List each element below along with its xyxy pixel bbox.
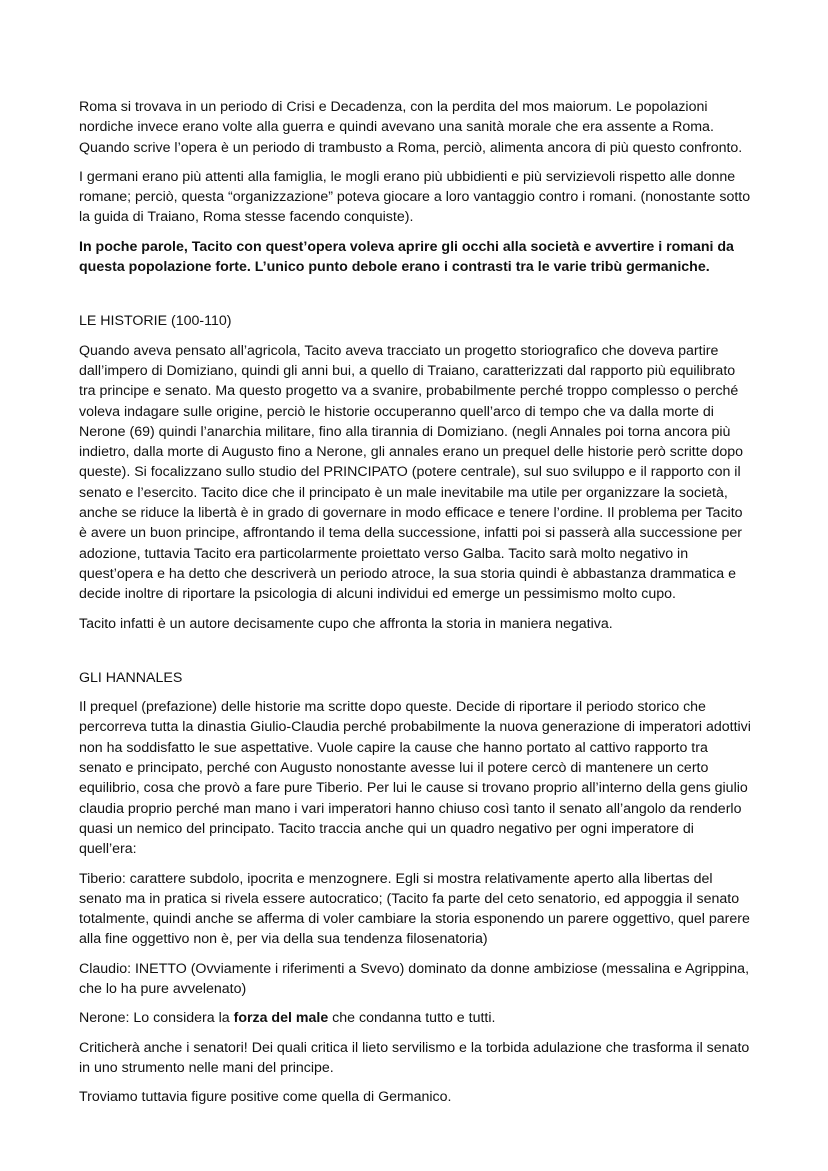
historie-paragraph-1: Quando aveva pensato all’agricola, Tacito aveva tracciato un progetto storiografico che doveva partire dall’impero di Domiziano, quindi gli anni bui, a quello di Traiano, caratterizzati dal rapporto più equilibrato tra principe e senato. Ma questo progetto va a svanire, probabilmente perché troppo complesso o perché voleva indagare sulle origine, perciò le historie occuperanno quell’arco di tempo che va dalla morte di Nerone (69) quindi l’anarchia militare, fino alla tirannia di Domiziano. (negli Annales poi torna ancora più indietro, dalla morte di Augusto fino a Nerone, gli annales erano un prequel delle historie però scritte dopo queste). Si focalizzano sullo studio del PRINCIPATO (potere centrale), sul suo sviluppo e il rapporto con il senato e l’esercito. Tacito dice che il principato è un male inevitabile ma utile per organizzare la società, anche se riduce la libertà è in grado di governare in modo efficace e tenere l’ordine. Il problema per Tacito è avere un buon principe, affrontando il tema della successione, infatti poi si passerà alla successione per adozione, tuttavia Tacito era particolarmente proiettato verso Galba. Tacito sarà molto negativo in quest’opera e ha detto che descriverà un periodo atroce, la sua storia quindi è abbastanza drammatica e decide inoltre di riportare la psicologia di alcuni individui ed emerge un pessimismo molto cupo. [79, 342, 744, 603]
nerone-paragraph [79, 1008, 751, 1028]
historie-paragraph-2: Tacito infatti è un autore decisamente cupo che affronta la storia in maniera negativa. [79, 615, 613, 632]
nerone-text-start: Nerone: Lo considera la [79, 1010, 234, 1027]
intro-paragraph-1: Roma si trovava in un periodo di Crisi e Decadenza, con la perdita del mos maiorum. Le popolazioni nordiche invece erano volte alla guerra e quindi avevano una sanità morale che era assente a Roma. Quando scrive l’opera è un periodo di trambusto a Roma, perciò, alimenta ancora di più questo confronto. [79, 99, 743, 156]
document-page [79, 97, 751, 1116]
claudio-paragraph: Claudio: INETTO (Ovviamente i riferimenti a Svevo) dominato da donne ambiziose (messalina e Agrippina, che lo ha pure avvelenato) [79, 960, 750, 997]
germanico-paragraph: Troviamo tuttavia figure positive come quella di Germanico. [79, 1089, 452, 1106]
annales-heading: GLI HANNALES [79, 669, 183, 686]
senatori-paragraph: Criticherà anche i senatori! Dei quali critica il lieto servilismo e la torbida adulazione che trasforma il senato in uno strumento nelle mani del principe. [79, 1039, 750, 1076]
intro-paragraph-2: I germani erano più attenti alla famiglia, le mogli erano più ubbidienti e più servizievoli rispetto alle donne romane; perciò, questa “organizzazione” poteva giocare a loro vantaggio contro i romani. (nonostante sotto la guida di Traiano, Roma stesse facendo conquiste). [79, 168, 751, 226]
tiberio-paragraph: Tiberio: carattere subdolo, ipocrita e menzognere. Egli si mostra relativamente aperto alla libertas del senato ma in pratica si rivela essere autocratico; (Tacito fa parte del ceto senatorio, ed appoggia il senato totalmente, quindi anche se afferma di voler cambiare la storia esponendo un parere oggettivo, quel parere alla fine oggettivo non è, per via della sua tendenza filosenatoria) [79, 870, 750, 948]
annales-paragraph-1: Il prequel (prefazione) delle historie ma scritte dopo queste. Decide di riportare il periodo storico che percorreva tutta la dinastia Giulio-Claudia perché probabilmente la nuova generazione di imperatori adottivi non ha soddisfatto le sue aspettative. Vuole capire la cause che hanno portato al cattivo rapporto tra senato e principato, perché con Augusto nonostante avesse lui il potere cercò di mantenere un certo equilibrio, cosa che provò a fare pure Tiberio. Per lui le cause si trovano proprio all’interno della gens giulio claudia proprio perché man mano i vari imperatori hanno chiuso così tanto il senato all’angolo da renderlo quasi un nemico del principato. Tacito traccia anche qui un quadro negativo per ogni imperatore di quell’era: [79, 699, 751, 858]
historie-heading: LE HISTORIE (100-110) [79, 313, 232, 330]
intro-summary-bold: In poche parole, Tacito con quest’opera voleva aprire gli occhi alla società e avvertire i romani da questa popolazione forte. L’unico punto debole erano i contrasti tra le varie tribù germaniche. [79, 238, 734, 276]
nerone-bold-phrase: forza del male [233, 1010, 329, 1027]
nerone-text-end: che condanna tutto e tutti. [328, 1010, 496, 1027]
